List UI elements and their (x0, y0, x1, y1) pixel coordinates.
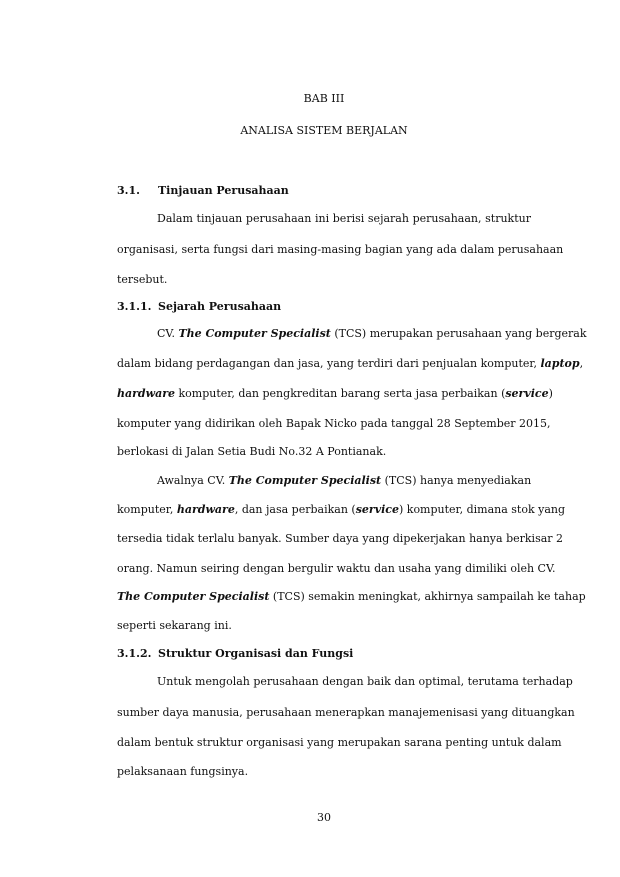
paragraph-line: dalam bidang perdagangan dan jasa, yang terdiri dari penjualan komputer, laptop, (117, 357, 584, 370)
section-heading-3-1 (117, 184, 289, 197)
paragraph-line: sumber daya manusia, perusahaan menerapkan manajemenisasi yang dituangkan (117, 706, 575, 719)
chapter-subtitle: ANALISA SISTEM BERJALAN (240, 124, 408, 137)
paragraph-line: dalam bentuk struktur organisasi yang merupakan sarana penting untuk dalam (117, 736, 562, 749)
paragraph-line: orang. Namun seiring dengan bergulir waktu dan usaha yang dimiliki oleh CV. (117, 562, 556, 575)
section-title: Struktur Organisasi dan Fungsi (158, 647, 354, 660)
paragraph-line: seperti sekarang ini. (117, 619, 232, 632)
section-number: 3.1.1. (117, 300, 152, 313)
section-title: Sejarah Perusahaan (158, 300, 282, 313)
paragraph-line: hardware komputer, dan pengkreditan barang serta jasa perbaikan (service) (117, 387, 553, 400)
section-heading-3-1-2 (117, 647, 353, 660)
paragraph-line: tersedia tidak terlalu banyak. Sumber daya yang dipekerjakan hanya berkisar 2 (117, 532, 564, 545)
section-number: 3.1.2. (117, 647, 152, 660)
page-number: 30 (317, 811, 331, 824)
paragraph-line: tersebut. (117, 273, 168, 286)
section-heading-3-1-1 (117, 300, 281, 313)
paragraph-line: organisasi, serta fungsi dari masing-masing bagian yang ada dalam perusahaan (117, 243, 564, 256)
paragraph-line: Untuk mengolah perusahaan dengan baik dan optimal, terutama terhadap (157, 675, 573, 688)
paragraph-line: Dalam tinjauan perusahaan ini berisi sejarah perusahaan, struktur (157, 212, 531, 225)
paragraph-line: berlokasi di Jalan Setia Budi No.32 A Pontianak. (117, 445, 387, 458)
section-title: Tinjauan Perusahaan (158, 184, 289, 197)
paragraph-line: CV. The Computer Specialist (TCS) merupakan perusahaan yang bergerak (157, 327, 587, 340)
paragraph-line: komputer yang didirikan oleh Bapak Nicko pada tanggal 28 September 2015, (117, 417, 551, 430)
chapter-title: BAB III (303, 92, 345, 105)
paragraph-line: The Computer Specialist (TCS) semakin meningkat, akhirnya sampailah ke tahap (117, 590, 586, 603)
section-number: 3.1. (117, 184, 140, 197)
paragraph-line: Awalnya CV. The Computer Specialist (TCS) hanya menyediakan (157, 474, 532, 487)
paragraph-line: pelaksanaan fungsinya. (117, 765, 249, 778)
paragraph-line: komputer, hardware, dan jasa perbaikan (service) komputer, dimana stok yang (117, 503, 566, 516)
